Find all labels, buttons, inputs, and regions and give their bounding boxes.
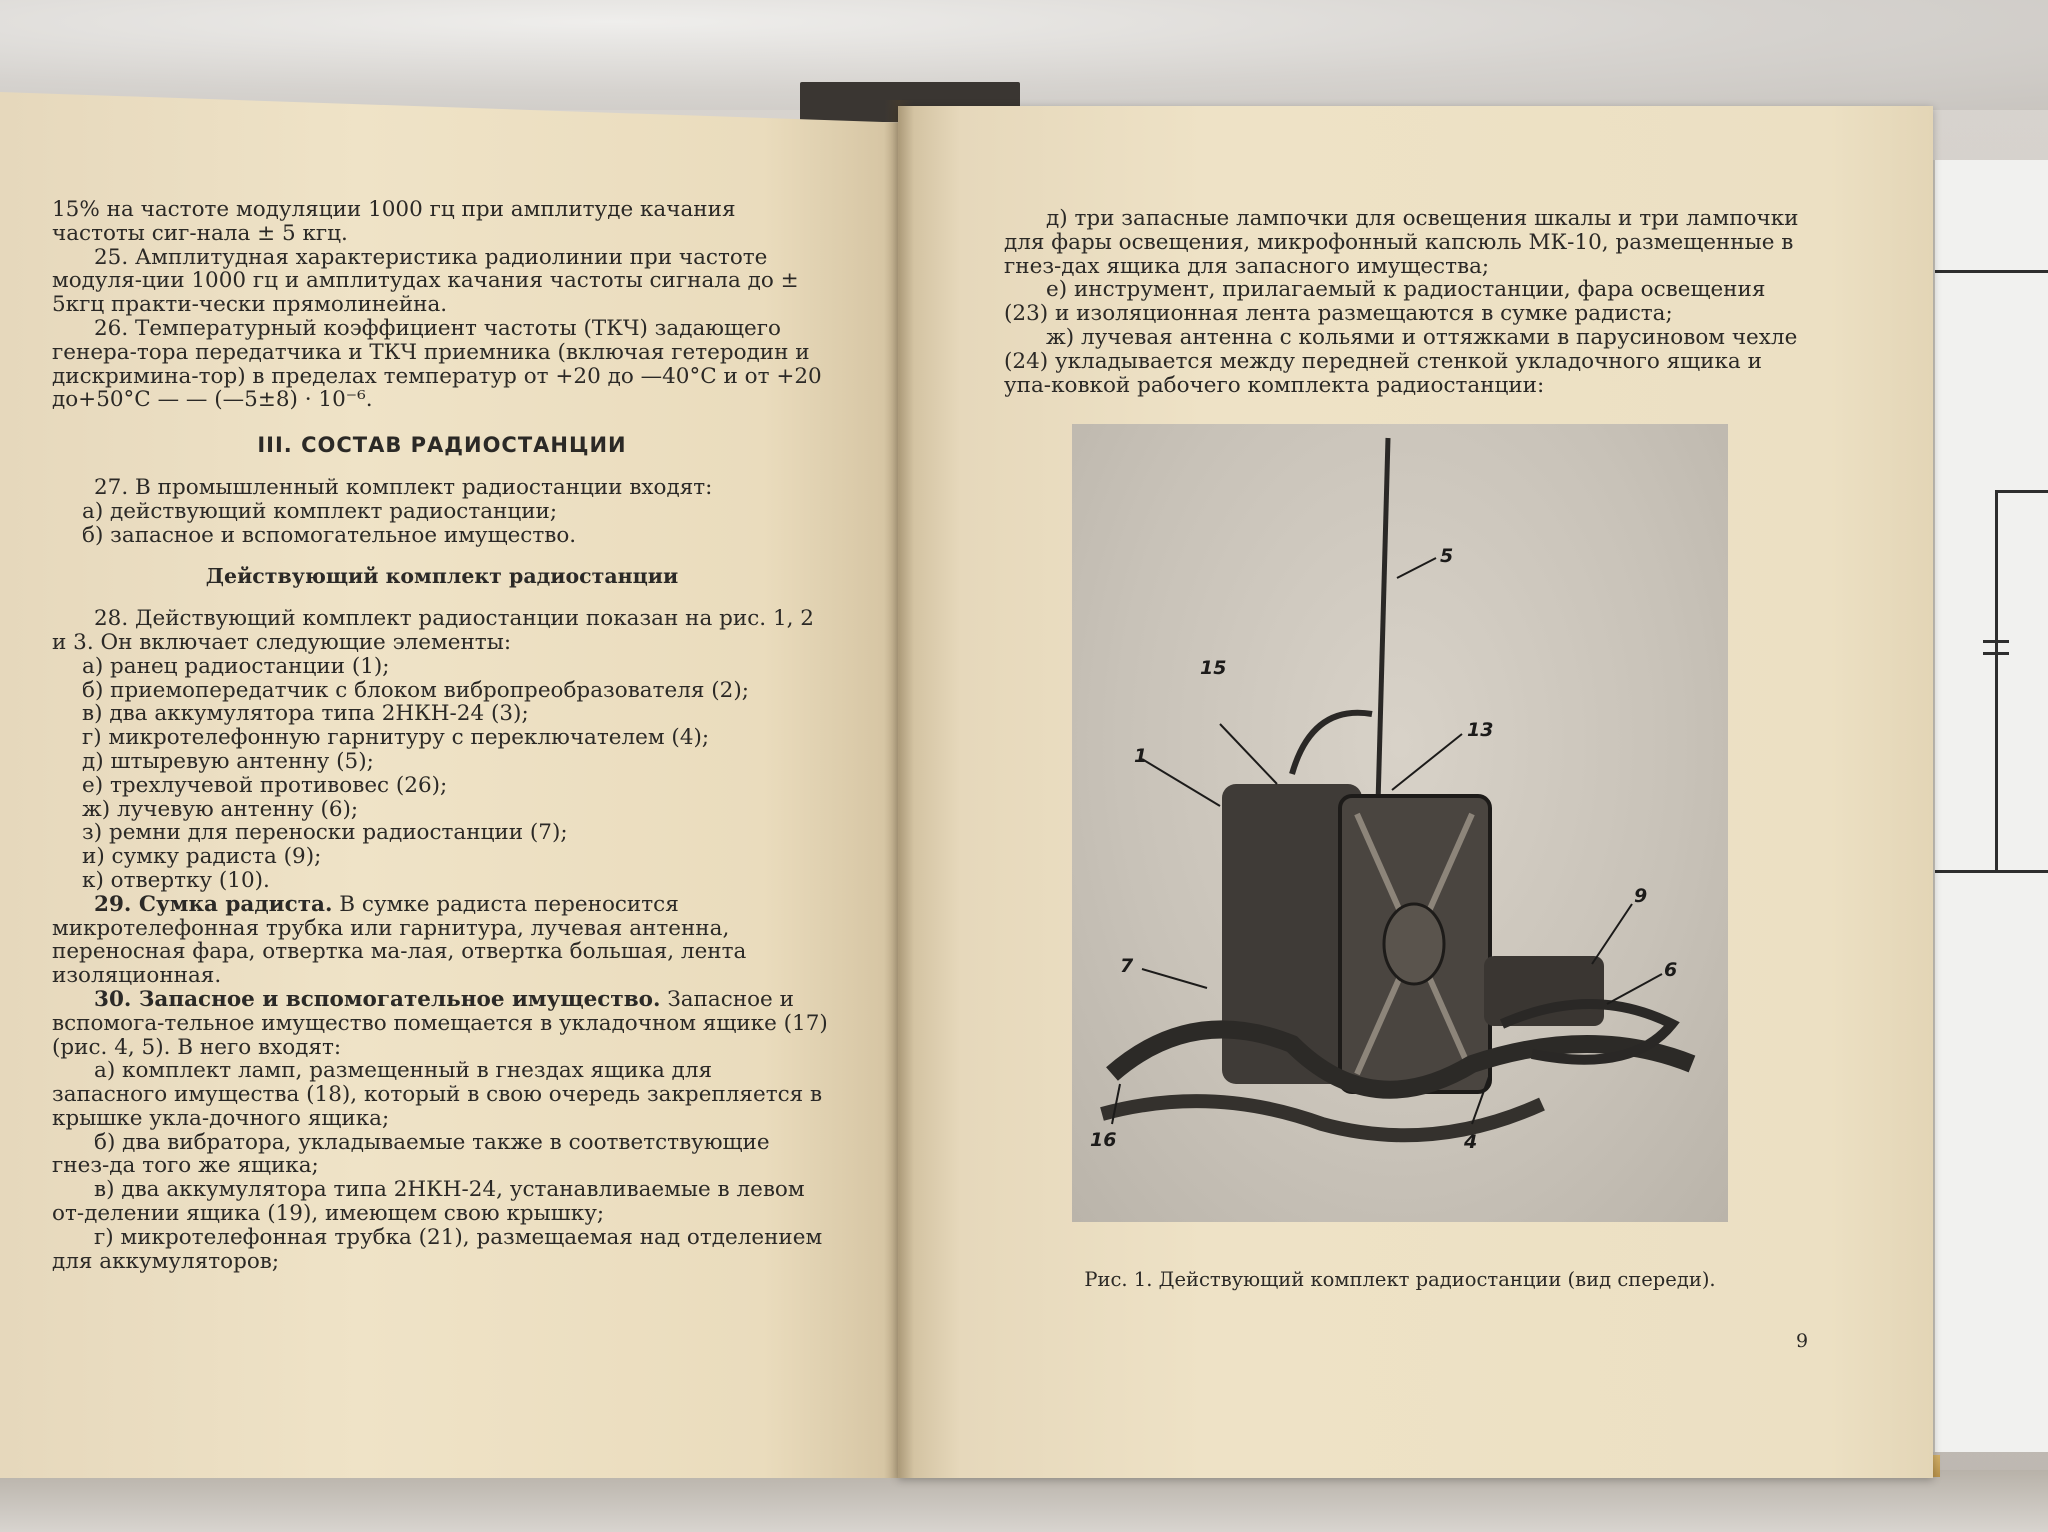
next-page-edge: [1933, 160, 2048, 1452]
list-item: в) два аккумулятора типа 2НКН-24 (3);: [82, 701, 529, 727]
capacitor-symbol: [1983, 652, 2009, 655]
paragraph-27: 27. В промышленный комплект радиостанции входят:: [94, 474, 713, 500]
section-heading: III. СОСТАВ РАДИОСТАНЦИИ: [257, 433, 627, 458]
schematic-line: [1995, 490, 1998, 870]
page-number: 9: [1796, 1330, 1809, 1352]
book-gutter: [884, 100, 914, 1478]
paragraph-24-end: 15% на частоте модуляции 1000 гц при амплитуде качания частоты сиг-нала ± 5 кгц.: [52, 197, 736, 246]
list-item: г) микротелефонная трубка (21), размещаемая над отделением для аккумуляторов;: [52, 1224, 823, 1274]
callout-label: 7: [1120, 955, 1134, 977]
list-item: з) ремни для переноски радиостанции (7);: [82, 820, 568, 846]
list-item: е) трехлучевой противовес (26);: [82, 772, 448, 798]
paragraph-29: [52, 893, 832, 988]
paragraph-28: 28. Действующий комплект радиостанции показан на рис. 1, 2 и 3. Он включает следующие элементы:: [52, 606, 814, 655]
list-item: б) два вибратора, укладываемые также в соответствующие гнез-да того же ящика;: [52, 1129, 770, 1179]
list-item: г) микротелефонную гарнитуру с переключателем (4);: [82, 725, 710, 751]
list-item: в) два аккумулятора типа 2НКН-24, устанавливаемые в левом от-делении ящика (19), имеющем свою крышку;: [52, 1177, 805, 1227]
callout-leader: [1142, 969, 1207, 988]
list-item: к) отвертку (10).: [82, 867, 270, 893]
callout-label: 13: [1467, 719, 1494, 741]
callout-label: 15: [1200, 657, 1227, 679]
callout-label: 4: [1464, 1131, 1478, 1153]
callout-label: 5: [1440, 545, 1454, 567]
left-page-text: [52, 198, 832, 1273]
schematic-line: [1935, 270, 2048, 273]
callout-leader: [1142, 759, 1220, 806]
callout-label: 16: [1090, 1129, 1117, 1151]
paragraph-30: [52, 988, 832, 1059]
list-item: е) инструмент, прилагаемый к радиостанции, фара освещения (23) и изоляционная лента размещаются в сумке радиста;: [1004, 277, 1766, 327]
callout-label: 6: [1664, 959, 1678, 981]
paragraph-29-text: В сумке радиста переносится микротелефонная трубка или гарнитура, лучевая антенна, переносная фара, отвертка ма-лая, отвертка большая, лента изоляционная.: [52, 891, 747, 989]
callout-leader: [1397, 558, 1436, 578]
list-item: а) ранец радиостанции (1);: [82, 653, 390, 679]
list-item: ж) лучевая антенна с кольями и оттяжками в парусиновом чехле (24) укладывается между передней стенкой укладочного ящика и упа-ковкой рабочего комплекта радиостанции:: [1004, 324, 1798, 398]
paragraph-25: 25. Амплитудная характеристика радиолинии при частоте модуля-ции 1000 гц и амплитудах качания частоты сигнала до ± 5кгц практи-чески прямолинейна.: [52, 244, 799, 318]
callout-leader: [1607, 974, 1662, 1004]
subsection-heading: Действующий комплект радиостанции: [205, 564, 679, 589]
callout-label: 9: [1634, 885, 1648, 907]
list-item: ж) лучевую антенну (6);: [82, 796, 359, 822]
list-item: а) комплект ламп, размещенный в гнездах ящика для запасного имущества (18), который в свою очередь закрепляется в крышке укла-дочного ящика;: [52, 1058, 823, 1131]
background-surface: [0, 0, 2048, 110]
callout-leader: [1472, 1074, 1490, 1124]
schematic-line: [1935, 870, 2048, 873]
list-item: б) приемопередатчик с блоком вибропреобразователя (2);: [82, 677, 749, 703]
list-item: б) запасное и вспомогательное имущество.: [82, 522, 577, 548]
list-item: и) сумку радиста (9);: [82, 844, 322, 870]
callout-leader: [1392, 734, 1462, 790]
paragraph-26: 26. Температурный коэффициент частоты (ТКЧ) задающего генера-тора передатчика и ТКЧ приемника (включая гетеродин и дискримина-тор) в пределах температур от +20 до —40°С и от +20 до+50°С — — (—5±8) · 10⁻⁶.: [52, 315, 822, 413]
figure-caption: Рис. 1. Действующий комплект радиостанции (вид спереди).: [1084, 1268, 1716, 1291]
paragraph-30-title: 30. Запасное и вспомогательное имущество.: [94, 986, 661, 1012]
figure-callouts: [1072, 424, 1728, 1222]
list-item: д) три запасные лампочки для освещения шкалы и три лампочки для фары освещения, микрофонный капсюль МК-10, размещенные в гнез-дах ящика для запасного имущества;: [1004, 206, 1799, 279]
callout-leader: [1592, 904, 1632, 964]
paragraph-29-title: 29. Сумка радиста.: [94, 891, 333, 917]
paragraph-30-text: Запасное и вспомога-тельное имущество помещается в укладочном ящике (17) (рис. 4, 5). В него входят:: [52, 986, 828, 1060]
callout-label: 1: [1134, 745, 1148, 767]
capacitor-symbol: [1983, 640, 2009, 643]
radio-station-photo: [1072, 424, 1728, 1222]
callout-leader: [1112, 1084, 1120, 1124]
schematic-line: [1995, 490, 2048, 493]
callout-leader: [1220, 724, 1277, 784]
list-item: д) штыревую антенну (5);: [82, 748, 374, 774]
table-surface: [0, 1470, 2048, 1532]
list-item: а) действующий комплект радиостанции;: [82, 498, 558, 524]
right-page-text: [1004, 207, 1804, 397]
